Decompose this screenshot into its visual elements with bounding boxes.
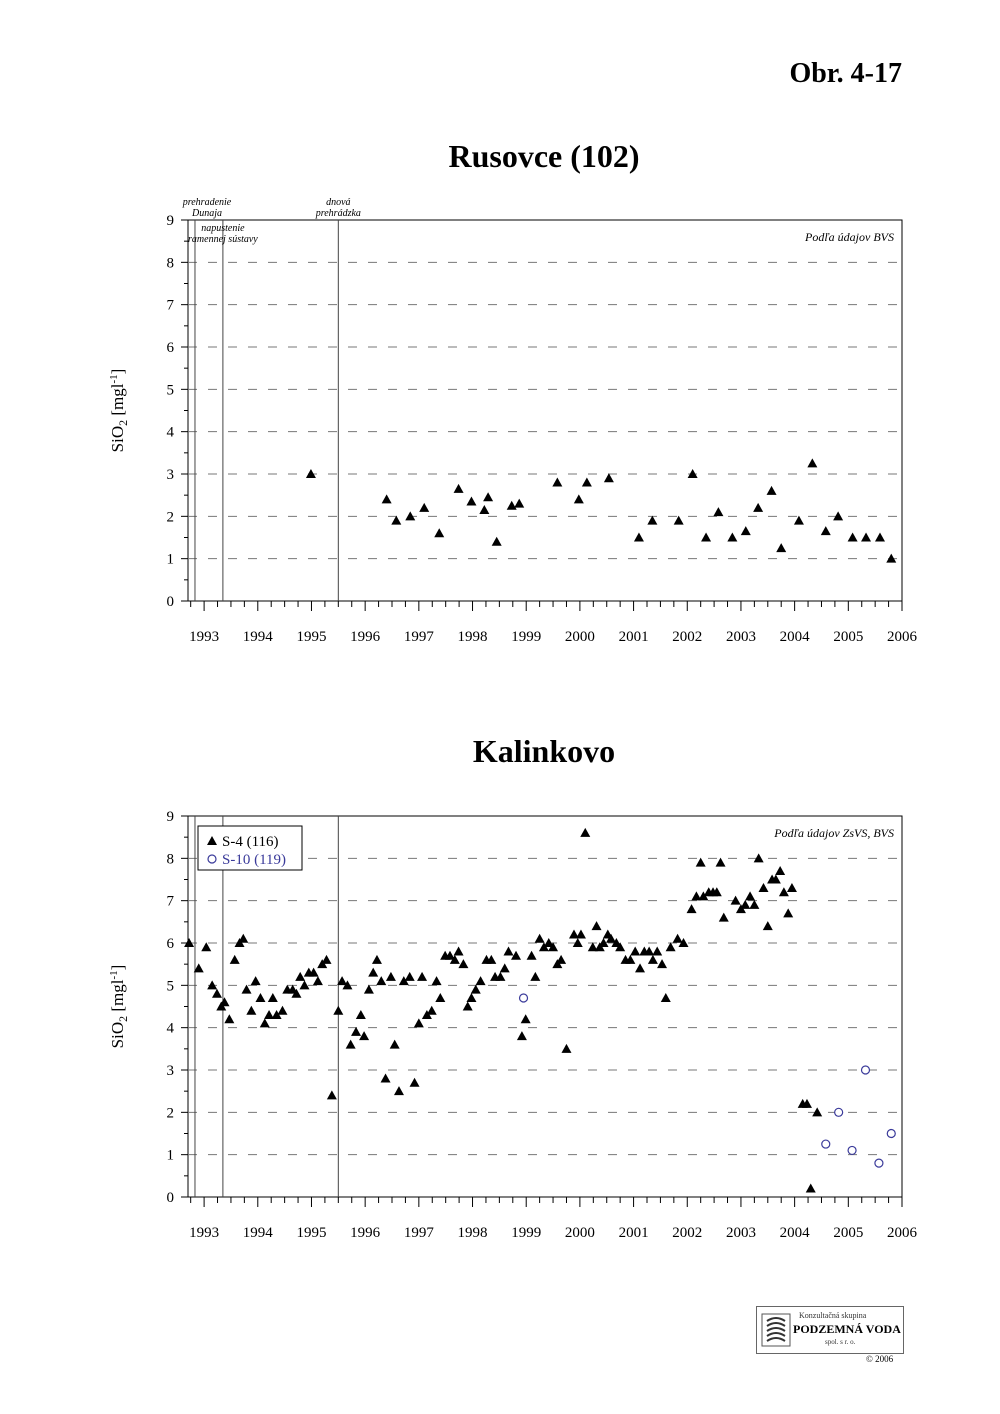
event-label: prehradenie bbox=[182, 197, 232, 208]
x-tick-label: 1998 bbox=[457, 629, 488, 645]
data-point bbox=[295, 972, 305, 981]
y-tick-label: 8 bbox=[166, 255, 174, 272]
y-axis-label-part: ] bbox=[108, 964, 127, 971]
data-point bbox=[535, 934, 545, 943]
y-tick-label: 1 bbox=[166, 551, 174, 568]
data-point bbox=[807, 458, 817, 467]
data-point bbox=[716, 858, 726, 867]
data-point bbox=[652, 946, 662, 955]
plot-frame bbox=[188, 816, 902, 1197]
data-point bbox=[753, 503, 763, 512]
data-point bbox=[419, 503, 429, 512]
data-point bbox=[745, 891, 755, 900]
y-tick-label: 9 bbox=[166, 809, 174, 825]
data-point bbox=[268, 993, 278, 1002]
series-s-4-116- bbox=[184, 828, 822, 1193]
data-point bbox=[657, 959, 667, 968]
x-tick-label: 2002 bbox=[672, 629, 703, 645]
data-point bbox=[220, 997, 230, 1006]
data-point bbox=[561, 1044, 571, 1053]
y-axis-label-part: [mgl bbox=[108, 383, 127, 420]
y-tick-label: 4 bbox=[166, 424, 174, 441]
data-point bbox=[466, 993, 476, 1002]
data-point bbox=[391, 516, 401, 525]
x-tick-label: 2003 bbox=[725, 629, 756, 645]
company-logo bbox=[756, 1306, 904, 1354]
data-point bbox=[582, 477, 592, 486]
data-point bbox=[333, 1006, 343, 1015]
data-point bbox=[492, 537, 502, 546]
data-point bbox=[741, 526, 751, 535]
data-point bbox=[463, 1002, 473, 1011]
copyright: © 2006 bbox=[866, 1354, 894, 1364]
data-point bbox=[503, 946, 513, 955]
data-point bbox=[277, 1006, 287, 1015]
data-point bbox=[556, 955, 566, 964]
data-point bbox=[242, 985, 252, 994]
x-tick-label: 1995 bbox=[296, 629, 327, 645]
data-point bbox=[552, 477, 562, 486]
data-point bbox=[238, 934, 248, 943]
data-point bbox=[787, 883, 797, 892]
data-point bbox=[381, 1073, 391, 1082]
y-axis-label-part: [mgl bbox=[108, 979, 127, 1016]
data-point bbox=[201, 942, 211, 951]
y-tick-label: 3 bbox=[166, 467, 174, 483]
data-point bbox=[514, 499, 524, 508]
data-point bbox=[520, 994, 528, 1002]
logo-line-1: Konzultačná skupina bbox=[799, 1311, 867, 1320]
y-tick-label: 2 bbox=[166, 509, 174, 526]
x-tick-label: 1996 bbox=[350, 1225, 381, 1241]
data-point bbox=[713, 507, 723, 516]
legend-label: S-10 (119) bbox=[222, 852, 287, 868]
data-point bbox=[719, 913, 729, 922]
y-axis-label-part: SiO bbox=[108, 425, 127, 453]
data-point bbox=[246, 1006, 256, 1015]
data-point bbox=[775, 866, 785, 875]
waves-logo-icon bbox=[761, 1313, 791, 1347]
x-tick-label: 2006 bbox=[887, 1225, 917, 1241]
y-tick-label: 3 bbox=[166, 1063, 174, 1079]
data-point bbox=[386, 972, 396, 981]
data-point bbox=[661, 993, 671, 1002]
event-label: dnová bbox=[326, 197, 351, 208]
series-s-10-119- bbox=[520, 994, 896, 1167]
x-tick-label: 2002 bbox=[672, 1225, 703, 1241]
y-tick-label: 9 bbox=[166, 213, 174, 229]
data-point bbox=[776, 543, 786, 552]
source-note: Podľa údajov BVS bbox=[804, 230, 894, 244]
data-point bbox=[471, 985, 481, 994]
data-point bbox=[740, 900, 750, 909]
event-label: napustenie bbox=[201, 223, 245, 234]
data-point bbox=[251, 976, 261, 985]
data-point bbox=[224, 1014, 234, 1023]
data-point bbox=[794, 516, 804, 525]
data-point bbox=[382, 494, 392, 503]
data-point bbox=[673, 934, 683, 943]
data-point bbox=[576, 930, 586, 939]
data-point bbox=[822, 1140, 830, 1148]
data-point bbox=[848, 533, 858, 542]
data-point bbox=[368, 968, 378, 977]
data-point bbox=[647, 516, 657, 525]
y-tick-label: 7 bbox=[166, 297, 174, 314]
data-point bbox=[322, 955, 332, 964]
y-axis-label-part: ] bbox=[108, 368, 127, 375]
data-point bbox=[783, 908, 793, 917]
chart-1 bbox=[108, 809, 918, 1241]
data-point bbox=[376, 976, 386, 985]
x-tick-label: 2004 bbox=[779, 629, 810, 645]
data-point bbox=[427, 1006, 437, 1015]
plot-frame bbox=[188, 220, 902, 601]
event-label: ramennej sústavy bbox=[188, 234, 258, 245]
data-point bbox=[521, 1014, 531, 1023]
data-point bbox=[454, 946, 464, 955]
data-point bbox=[580, 828, 590, 837]
x-tick-label: 1994 bbox=[242, 629, 273, 645]
y-axis-label bbox=[108, 965, 130, 1049]
y-axis-label-part: -1 bbox=[108, 374, 120, 384]
data-point bbox=[821, 526, 831, 535]
data-point bbox=[394, 1086, 404, 1095]
x-tick-label: 2005 bbox=[833, 1225, 864, 1241]
y-tick-label: 6 bbox=[166, 340, 174, 356]
data-point bbox=[687, 904, 697, 913]
y-tick-label: 4 bbox=[166, 1020, 174, 1037]
data-point bbox=[390, 1040, 400, 1049]
data-point bbox=[861, 1066, 869, 1074]
data-point bbox=[666, 942, 676, 951]
data-point bbox=[255, 993, 265, 1002]
y-tick-label: 5 bbox=[166, 978, 174, 995]
x-tick-label: 1999 bbox=[511, 629, 542, 645]
data-point bbox=[674, 516, 684, 525]
data-point bbox=[417, 972, 427, 981]
data-point bbox=[696, 858, 706, 867]
data-point bbox=[260, 1018, 270, 1027]
logo-line-3: spol. s r. o. bbox=[825, 1338, 856, 1346]
x-tick-label: 1997 bbox=[403, 629, 434, 645]
data-point bbox=[458, 959, 468, 968]
x-tick-label: 2000 bbox=[564, 629, 595, 645]
data-point bbox=[806, 1184, 816, 1193]
x-tick-label: 2001 bbox=[618, 629, 649, 645]
data-point bbox=[313, 976, 323, 985]
x-tick-label: 2004 bbox=[779, 1225, 810, 1241]
logo-company-name: PODZEMNÁ VODA bbox=[793, 1322, 901, 1336]
data-point bbox=[483, 492, 493, 501]
data-point bbox=[592, 921, 602, 930]
data-point bbox=[875, 533, 885, 542]
data-point bbox=[466, 497, 476, 506]
event-label: prehrádzka bbox=[315, 208, 361, 219]
data-point bbox=[763, 921, 773, 930]
figure-label: Obr. 4-17 bbox=[789, 58, 902, 89]
data-point bbox=[476, 976, 486, 985]
y-tick-label: 8 bbox=[166, 851, 174, 868]
data-point bbox=[410, 1078, 420, 1087]
data-point bbox=[861, 533, 871, 542]
data-point bbox=[635, 963, 645, 972]
data-point bbox=[405, 972, 415, 981]
chart-title-kalinkovo: Kalinkovo bbox=[472, 733, 616, 769]
y-axis-label-part: SiO bbox=[108, 1021, 127, 1049]
data-point bbox=[351, 1027, 361, 1036]
x-tick-label: 2003 bbox=[725, 1225, 756, 1241]
y-tick-label: 0 bbox=[166, 594, 174, 610]
data-point bbox=[454, 484, 464, 493]
x-tick-label: 2006 bbox=[887, 629, 917, 645]
data-point bbox=[727, 533, 737, 542]
data-point bbox=[749, 900, 759, 909]
y-tick-label: 5 bbox=[166, 382, 174, 399]
event-label: Dunaja bbox=[191, 208, 222, 219]
data-point bbox=[507, 501, 517, 510]
data-point bbox=[479, 505, 489, 514]
y-axis-label-part: 2 bbox=[116, 419, 130, 426]
data-point bbox=[630, 946, 640, 955]
x-tick-label: 1993 bbox=[189, 629, 220, 645]
data-point bbox=[634, 533, 644, 542]
y-tick-label: 1 bbox=[166, 1147, 174, 1164]
x-tick-label: 1995 bbox=[296, 1225, 327, 1241]
data-point bbox=[230, 955, 240, 964]
data-point bbox=[299, 980, 309, 989]
y-tick-label: 2 bbox=[166, 1105, 174, 1122]
data-point bbox=[875, 1159, 883, 1167]
y-tick-label: 6 bbox=[166, 936, 174, 952]
data-point bbox=[574, 494, 584, 503]
legend-marker bbox=[208, 855, 216, 863]
x-tick-label: 1999 bbox=[511, 1225, 542, 1241]
data-point bbox=[434, 528, 444, 537]
data-point bbox=[848, 1146, 856, 1154]
x-tick-label: 1998 bbox=[457, 1225, 488, 1241]
y-axis-label bbox=[108, 369, 130, 453]
x-tick-label: 2005 bbox=[833, 629, 864, 645]
source-note: Podľa údajov ZsVS, BVS bbox=[774, 826, 894, 840]
data-point bbox=[527, 951, 537, 960]
data-point bbox=[758, 883, 768, 892]
data-point bbox=[432, 976, 442, 985]
data-point bbox=[767, 486, 777, 495]
data-point bbox=[372, 955, 382, 964]
x-tick-label: 2001 bbox=[618, 1225, 649, 1241]
x-tick-label: 1993 bbox=[189, 1225, 220, 1241]
x-tick-label: 1996 bbox=[350, 629, 381, 645]
x-tick-label: 2000 bbox=[564, 1225, 595, 1241]
data-point bbox=[346, 1040, 356, 1049]
chart-title-rusovce: Rusovce (102) bbox=[448, 138, 640, 174]
data-point bbox=[530, 972, 540, 981]
x-tick-label: 1997 bbox=[403, 1225, 434, 1241]
y-tick-label: 7 bbox=[166, 893, 174, 910]
chart-0 bbox=[108, 197, 918, 645]
data-point bbox=[500, 963, 510, 972]
data-point bbox=[327, 1090, 337, 1099]
data-point bbox=[435, 993, 445, 1002]
y-tick-label: 0 bbox=[166, 1190, 174, 1206]
y-axis-label-part: -1 bbox=[108, 970, 120, 980]
data-point bbox=[356, 1010, 366, 1019]
legend-label: S-4 (116) bbox=[222, 834, 279, 850]
data-point bbox=[414, 1018, 424, 1027]
data-point bbox=[887, 1130, 895, 1138]
data-point bbox=[604, 473, 614, 482]
data-point bbox=[517, 1031, 527, 1040]
x-tick-label: 1994 bbox=[242, 1225, 273, 1241]
data-point bbox=[364, 985, 374, 994]
data-point bbox=[701, 533, 711, 542]
data-point bbox=[835, 1108, 843, 1116]
data-point bbox=[212, 989, 222, 998]
y-axis-label-part: 2 bbox=[116, 1015, 130, 1022]
data-point bbox=[648, 955, 658, 964]
